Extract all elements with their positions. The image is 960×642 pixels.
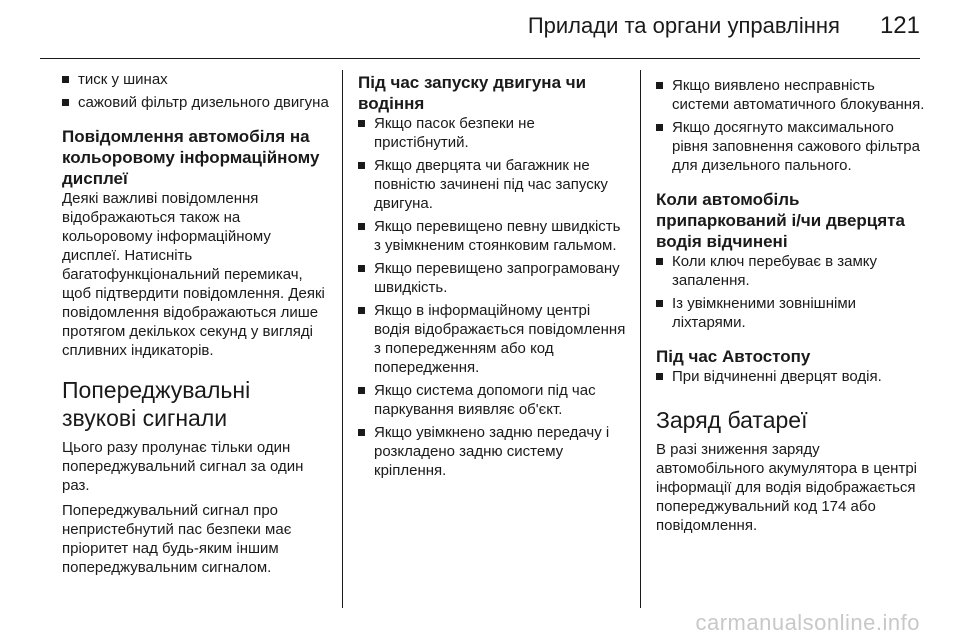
column-1 [62, 62, 330, 577]
list-item: Якщо перевищено певну швидкість з увімкненим стоянковим гальмом. [358, 217, 628, 255]
list-item: Якщо увімкнено задню передачу і розкладено задню систему кріплення. [358, 423, 628, 480]
paragraph: В разі зниження заряду автомобільного акумулятора в центрі інформації для водія відображається попереджувальний код 174 або повідомлення. [656, 441, 918, 534]
bullet-list [62, 70, 330, 112]
page-number: 121 [879, 12, 920, 39]
section-heading-display: Повідомлення автомобіля на кольоровому інформаційному дисплеї [62, 127, 320, 188]
bullet-list [656, 252, 926, 332]
list-item: Коли ключ перебуває в замку запалення. [656, 252, 926, 290]
paragraph: Цього разу пролунає тільки один попереджувальний сигнал за один раз. [62, 439, 304, 494]
list-item: Якщо система допомоги під час паркування виявляє об'єкт. [358, 381, 628, 419]
list-item: тиск у шинах [62, 70, 330, 89]
watermark: carmanualsonline.info [695, 610, 920, 635]
paragraph: Попереджувальний сигнал про непристебнутий пас безпеки має пріоритет над будь-яким іншим попереджувальним сигналом. [62, 502, 292, 576]
list-item: сажовий фільтр дизельного двигуна [62, 93, 330, 112]
page-header-title: Прилади та органи управління [527, 13, 840, 38]
list-item: Якщо виявлено несправність системи автоматичного блокування. [656, 76, 926, 114]
bullet-list [656, 367, 926, 386]
section-heading-start: Під час запуску двигуна чи водіння [358, 73, 587, 113]
column-divider-1 [342, 70, 343, 608]
section-heading-parked: Коли автомобіль припаркований і/чи дверцята водія відчинені [656, 190, 905, 251]
section-heading-sound: Попереджувальні звукові сигнали [62, 377, 251, 431]
column-divider-2 [640, 70, 641, 608]
list-item: Якщо досягнуто максимального рівня заповнення сажового фільтра для дизельного пального. [656, 118, 926, 175]
bullet-list [358, 114, 628, 480]
column-2 [358, 62, 628, 484]
column-3 [656, 62, 926, 535]
section-heading-battery: Заряд батареї [656, 407, 808, 433]
page-header [40, 12, 920, 52]
paragraph: Деякі важливі повідомлення відображаються також на кольоровому інформаційному дисплеї. Натисніть багатофункціональний перемикач, щоб підтвердити повідомлення. Деякі повідомлення відображаються лише протягом декількох секунд у вигляді спливних індикаторів. [62, 190, 325, 359]
list-item: Якщо дверцята чи багажник не повністю зачинені під час запуску двигуна. [358, 156, 628, 213]
list-item: При відчиненні дверцят водія. [656, 367, 926, 386]
header-rule [40, 58, 920, 59]
list-item: Якщо в інформаційному центрі водія відображається повідомлення з попередженням або код попередження. [358, 301, 628, 377]
list-item: Якщо пасок безпеки не пристібнутий. [358, 114, 628, 152]
section-heading-autostop: Під час Автостопу [656, 347, 811, 366]
bullet-list [656, 76, 926, 175]
list-item: Із увімкненими зовнішніми ліхтарями. [656, 294, 926, 332]
list-item: Якщо перевищено запрограмовану швидкість. [358, 259, 628, 297]
